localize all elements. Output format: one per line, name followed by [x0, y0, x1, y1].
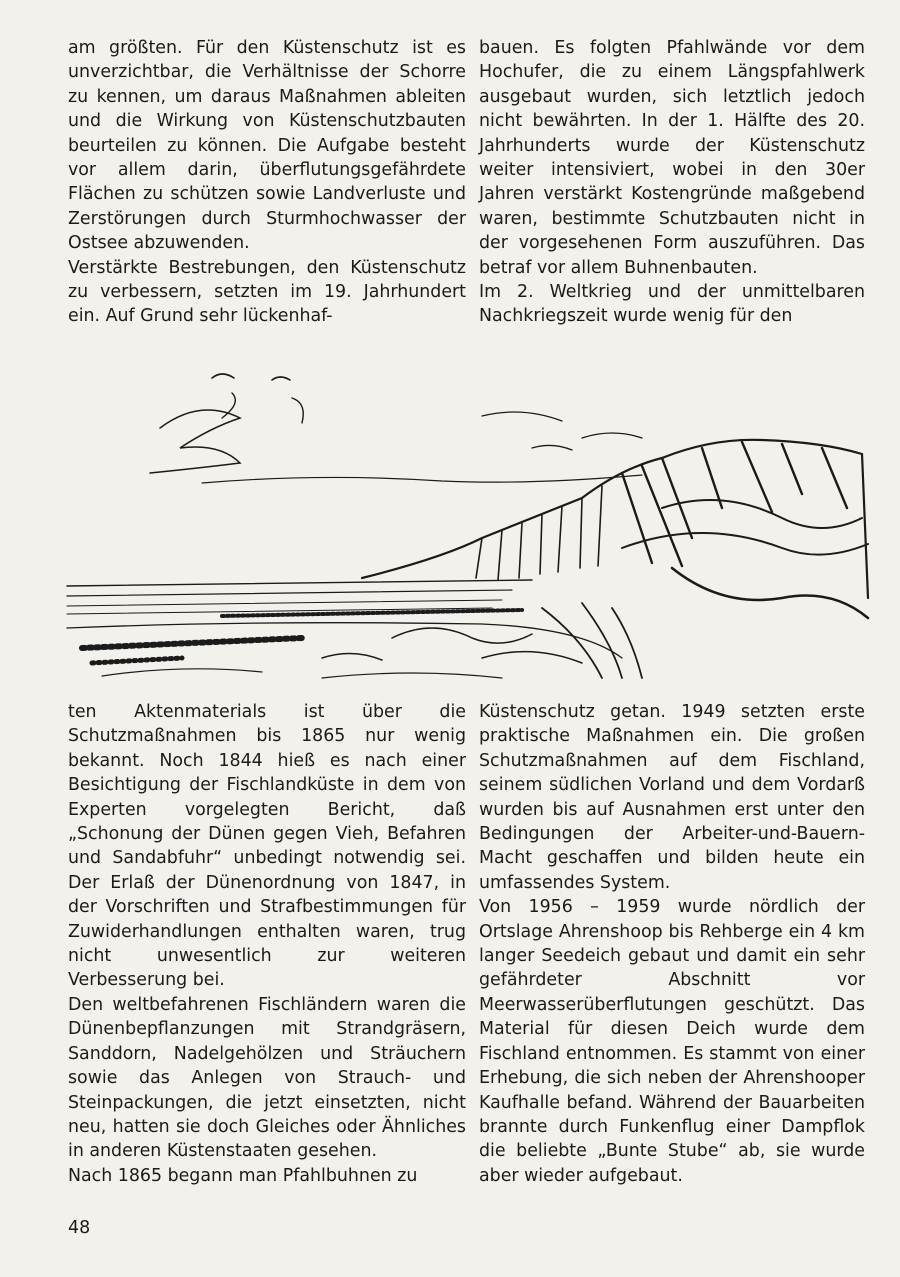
dune-strokes: [322, 628, 582, 663]
text-column-top-left: [68, 36, 466, 329]
paragraph: ten Aktenmaterials ist über die Schutzmaßnahmen bis 1865 nur wenig bekannt. Noch 1844 hieß es nach einer Besichtigung der Fischlandküste in dem von Experten vorgelegten Bericht, daß „Schonung der Dünen gegen Vieh, Befahren und Sandabfuhr“ unbedingt notwendig sei. Der Erlaß der Dünenordnung von 1847, in der Vorschriften und Strafbestimmungen für Zuwiderhandlungen enthalten waren, trug nicht unwesentlich zur weiteren Verbesserung bei.: [68, 702, 466, 991]
cloud-stroke: [150, 410, 240, 473]
horizon-line: [67, 590, 512, 596]
paragraph: bauen. Es folgten Pfahlwände vor dem Hochufer, die zu einem Längspfahlwerk ausgebaut wurden, sich letztlich jedoch nicht bewährten. In der 1. Hälfte des 20. Jahrhunderts wurde der Küstenschutz weiter intensiviert, wobei in den 30er Jahren verstärkt Kostengründe maßgebend waren, bestimmte Schutzbauten nicht in der vorgesehenen Form auszuführen. Das betraf vor allem Buhnenbauten.: [479, 38, 865, 278]
foreground-strokes: [102, 669, 502, 678]
cloud-stroke: [202, 475, 642, 483]
dune-strokes: [542, 603, 642, 678]
paragraph: am größten. Für den Küstenschutz ist es unverzichtbar, die Verhältnisse der Schorre zu kennen, um daraus Maßnahmen ableiten und die Wirkung von Küstenschutzbauten beurteilen zu können. Die Aufgabe besteht vor allem darin, überflutungsgefährdete Flächen zu schützen sowie Landverluste und Zerstörungen durch Sturmhochwasser der Ostsee abzuwenden.: [68, 38, 466, 254]
coastline-sketch-illustration: [62, 358, 870, 688]
paragraph: Den weltbefahrenen Fischländern waren die Dünenbepflanzungen mit Strandgräsern, Sanddorn, Nadelgehölzen und Sträuchern sowie das Anlegen von Strauch- und Steinpackungen, die jetzt einsetzten, nicht neu, hatten sie doch Gleiches oder Ähnliches in anderen Küstenstaaten gesehen.: [68, 994, 466, 1162]
paragraph: Nach 1865 begann man Pfahlbuhnen zu: [68, 1165, 418, 1186]
groyne-row: [82, 638, 302, 648]
text-column-top-right: [479, 36, 865, 329]
page-number: 48: [68, 1218, 91, 1238]
cloud-stroke: [212, 374, 290, 380]
text-column-bottom-left: [68, 700, 466, 1188]
cloud-stroke: [222, 393, 303, 423]
text-column-bottom-right: [479, 700, 865, 1188]
horizon-line: [67, 580, 532, 586]
paragraph: Im 2. Weltkrieg und der unmittelbaren Nachkriegszeit wurde wenig für den: [479, 282, 865, 327]
paragraph: Küstenschutz getan. 1949 setzten erste praktische Maßnahmen ein. Die großen Schutzmaßnahmen auf dem Fischland, seinem südlichen Vorland und dem Vordarß wurden bis auf Ausnahmen erst unter den Bedingungen der Arbeiter-und-Bauern-Macht geschaffen und bilden heute ein umfassendes System.: [479, 702, 865, 893]
cliff-outline: [362, 440, 868, 598]
paragraph: Verstärkte Bestrebungen, den Küstenschutz zu verbessern, setzten im 19. Jahrhundert ein. Auf Grund sehr lückenhaf-: [68, 257, 466, 327]
cliff-shading: [672, 568, 868, 618]
paragraph: Von 1956 – 1959 wurde nördlich der Ortslage Ahrenshoop bis Rehberge ein 4 km langer Seedeich gebaut und damit ein sehr gefährdeter Abschnitt vor Meerwasserüberflutungen geschützt. Das Material für diesen Deich wurde dem Fischland entnommen. Es stammt von einer Erhebung, die sich neben der Ahrenshooper Kaufhalle befand. Während der Bauarbeiten brannte durch Funkenflug einer Dampflok die beliebte „Bunte Stube“ ab, sie wurde aber wieder aufgebaut.: [479, 897, 865, 1186]
groyne-row: [92, 658, 182, 663]
cloud-stroke: [482, 412, 642, 450]
